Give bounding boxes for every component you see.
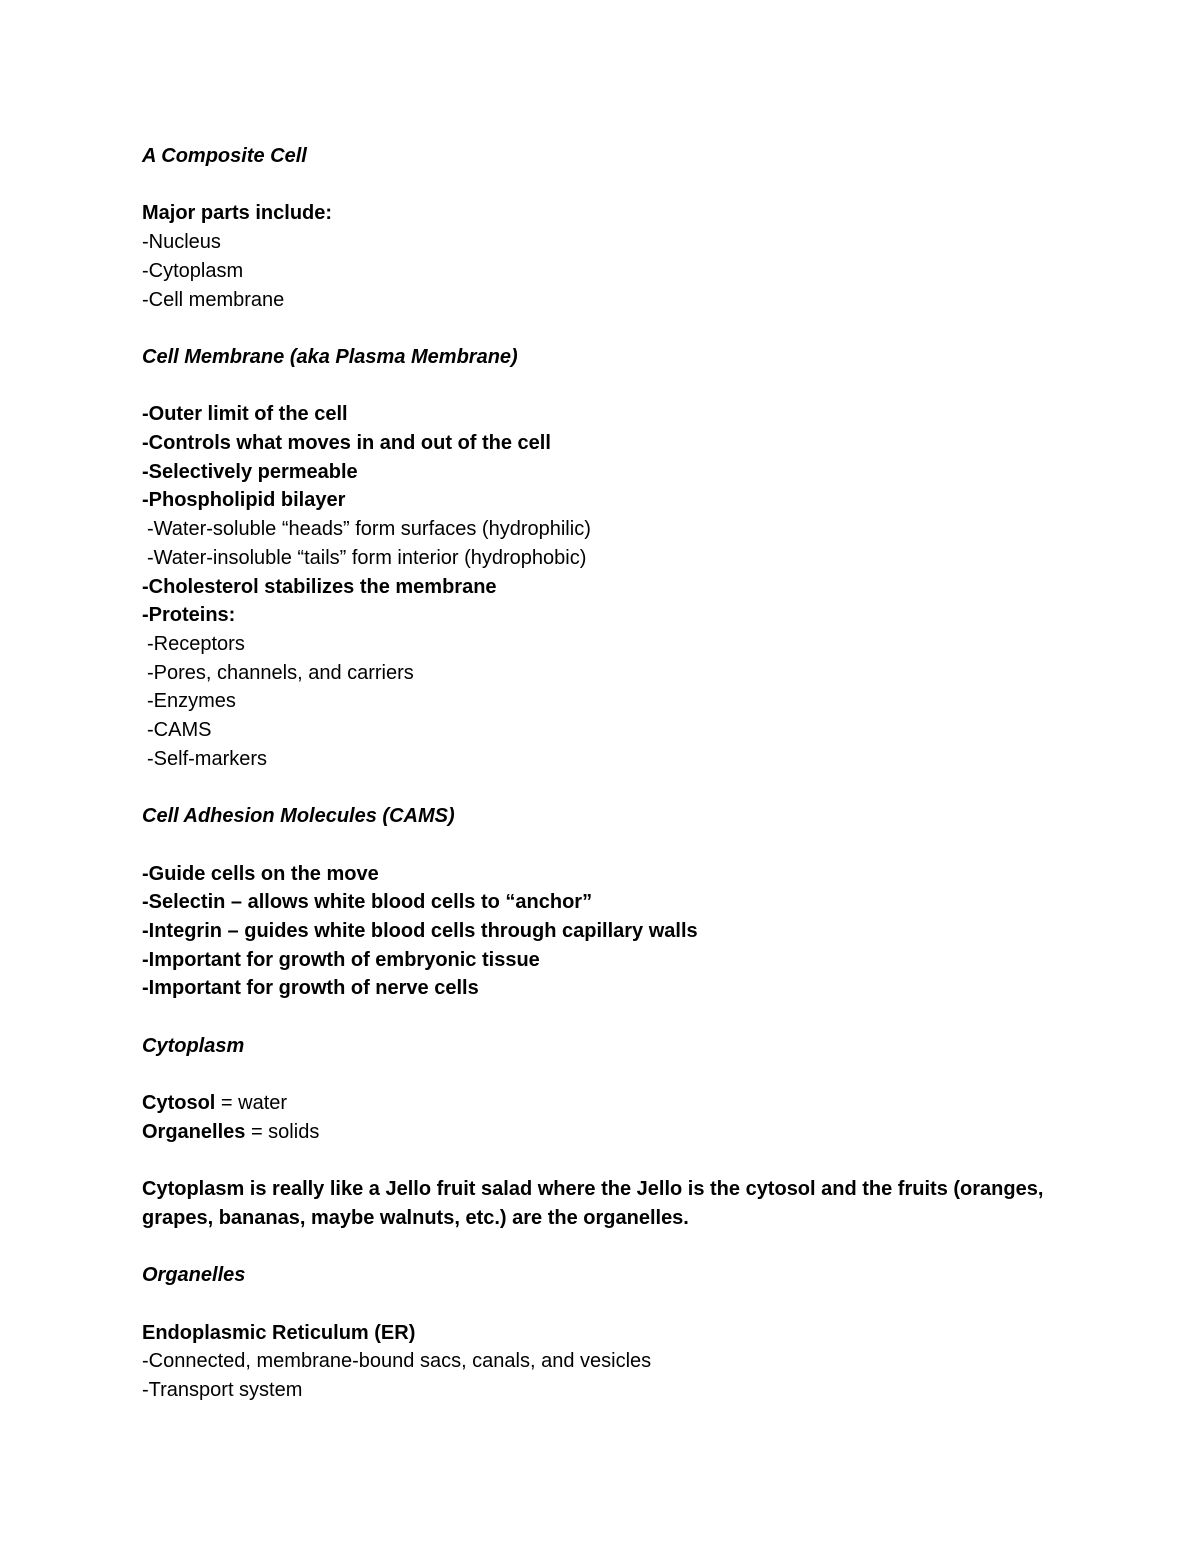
spacer: [142, 773, 1072, 802]
proteins-label: -Proteins:: [142, 604, 236, 627]
cytosol-def: = water: [215, 1092, 288, 1115]
cytoplasm-analogy-paragraph: Cytoplasm is really like a Jello fruit salad where the Jello is the cytosol and the fruits (oranges, grapes, bananas, maybe walnuts, etc.) are the organelles.: [142, 1178, 1049, 1229]
cytosol-term: Cytosol: [142, 1092, 216, 1115]
organelles-def: = solids: [245, 1120, 320, 1143]
list-item: -Controls what moves in and out of the cell: [142, 431, 551, 454]
sub-list-item: -Pores, channels, and carriers: [147, 661, 414, 684]
list-item: -Connected, membrane-bound sacs, canals, and vesicles: [142, 1350, 652, 1373]
spacer: [142, 1003, 1072, 1032]
section-heading-cell-membrane: Cell Membrane (aka Plasma Membrane): [142, 345, 518, 368]
major-parts-lead: Major parts include:: [142, 202, 333, 225]
cytosol-definition: [142, 1089, 1072, 1118]
spacer: [142, 831, 1072, 860]
list-item: -Important for growth of embryonic tissue: [142, 948, 540, 971]
spacer: [142, 372, 1072, 401]
list-item: -Nucleus: [142, 231, 221, 254]
spacer: [142, 1060, 1072, 1089]
spacer: [142, 1147, 1072, 1176]
er-title: Endoplasmic Reticulum (ER): [142, 1321, 416, 1344]
sub-list-item: -Self-markers: [147, 747, 268, 770]
spacer: [142, 171, 1072, 200]
section-heading-cams: Cell Adhesion Molecules (CAMS): [142, 805, 455, 828]
sub-list-item: -Enzymes: [147, 690, 236, 713]
list-item: -Selectin – allows white blood cells to “anchor”: [142, 891, 593, 914]
list-item: -Cell membrane: [142, 288, 285, 311]
list-item: -Integrin – guides white blood cells through capillary walls: [142, 919, 698, 942]
section-heading-composite-cell: A Composite Cell: [142, 145, 307, 167]
document-body: [142, 142, 1072, 1405]
sub-list-item: -Water-soluble “heads” form surfaces (hydrophilic): [147, 518, 591, 541]
list-item: -Outer limit of the cell: [142, 403, 348, 426]
list-item: -Cytoplasm: [142, 259, 244, 282]
spacer: [142, 1233, 1072, 1262]
sub-list-item: -CAMS: [147, 719, 212, 742]
organelles-term: Organelles: [142, 1120, 246, 1143]
list-item: -Important for growth of nerve cells: [142, 977, 479, 1000]
organelles-definition: [142, 1118, 1072, 1147]
list-item: -Guide cells on the move: [142, 862, 379, 885]
section-heading-cytoplasm: Cytoplasm: [142, 1034, 245, 1057]
section-heading-organelles: Organelles: [142, 1264, 246, 1287]
list-item: -Selectively permeable: [142, 460, 358, 483]
sub-list-item: -Water-insoluble “tails” form interior (hydrophobic): [147, 546, 587, 569]
sub-list-item: -Receptors: [147, 632, 245, 655]
list-item: -Cholesterol stabilizes the membrane: [142, 575, 497, 598]
spacer: [142, 1290, 1072, 1319]
spacer: [142, 314, 1072, 343]
list-item: -Transport system: [142, 1379, 303, 1402]
list-item: -Phospholipid bilayer: [142, 489, 346, 512]
